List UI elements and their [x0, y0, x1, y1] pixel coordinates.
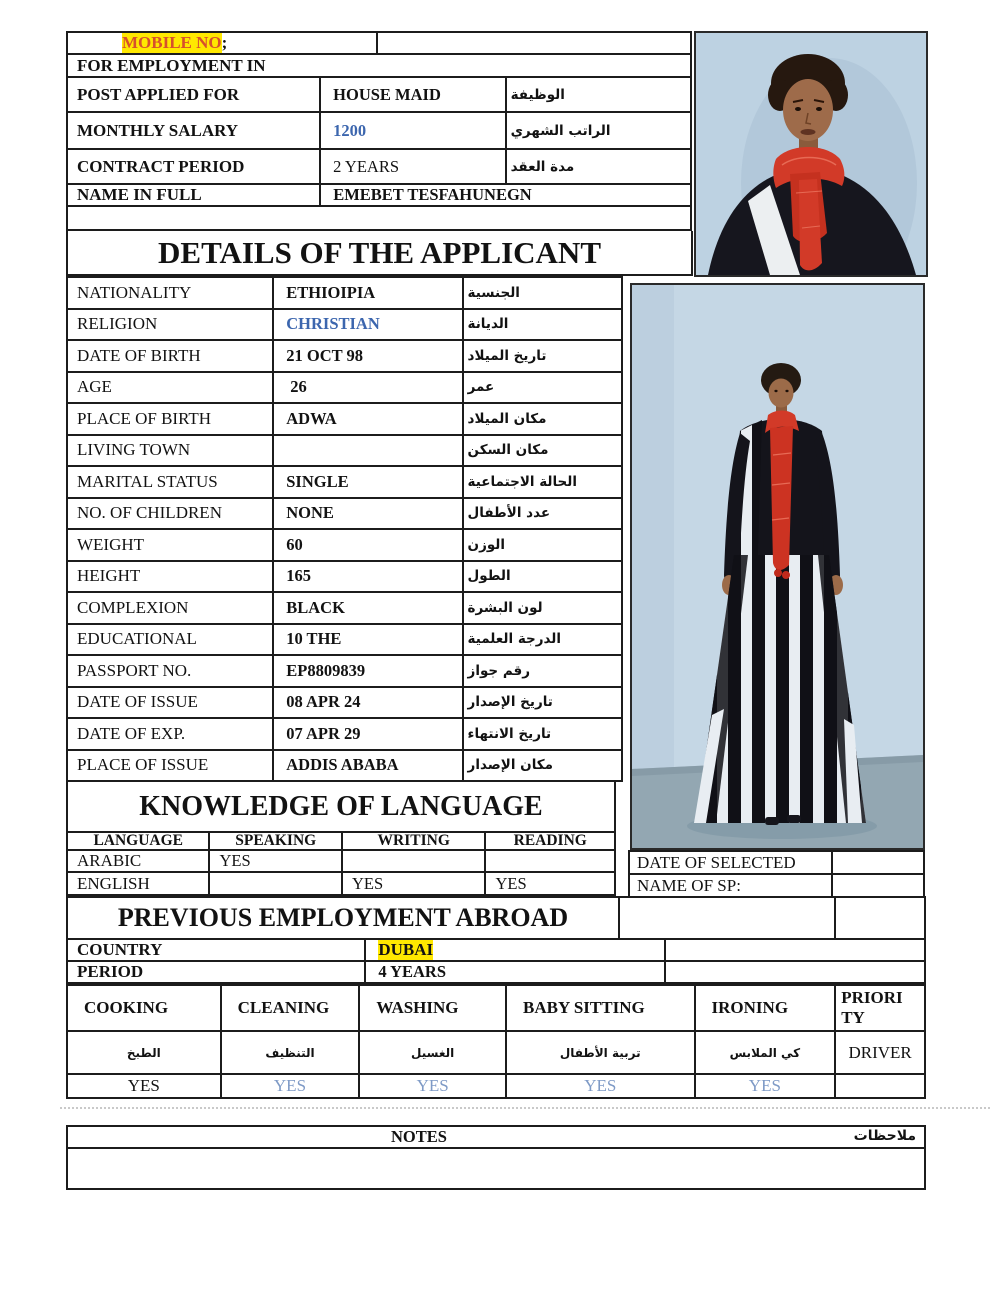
writing-col-header: WRITING — [343, 833, 486, 851]
passport-no-arabic: رقم جواز — [464, 656, 623, 688]
english-writing-value: YES — [343, 873, 486, 896]
date-of-birth-label: DATE OF BIRTH — [68, 341, 274, 373]
passport-no-label: PASSPORT NO. — [68, 656, 274, 688]
notes-arabic-label: ملاحظات — [853, 1128, 916, 1144]
table-row — [68, 436, 623, 468]
cooking-header: COOKING — [68, 986, 222, 1032]
period-extra-cell — [666, 962, 926, 984]
details-section-title: DETAILS OF THE APPLICANT — [66, 231, 693, 276]
table-row — [68, 341, 623, 373]
height-arabic: الطول — [464, 562, 623, 594]
washing-arabic: الغسيل — [360, 1032, 507, 1075]
date-of-birth-value: 21 OCT 98 — [274, 341, 463, 373]
language-table — [66, 833, 616, 896]
name-in-full-value: EMEBET TESFAHUNEGN — [321, 185, 692, 207]
fullbody-illustration — [632, 285, 923, 848]
cleaning-arabic: التنظيف — [222, 1032, 361, 1075]
contract-period-arabic: مدة العقد — [507, 150, 692, 185]
place-of-issue-value: ADDIS ABABA — [274, 751, 463, 783]
living-town-label: LIVING TOWN — [68, 436, 274, 468]
language-header-row — [68, 833, 616, 851]
cooking-arabic: الطبخ — [68, 1032, 222, 1075]
country-value-cell — [366, 940, 665, 962]
name-of-sp-label: NAME OF SP: — [630, 875, 833, 898]
mobile-no-suffix: ; — [221, 33, 228, 52]
age-value: 26 — [274, 373, 463, 405]
ironing-yes: YES — [696, 1075, 837, 1099]
children-value: NONE — [274, 499, 463, 531]
period-row — [68, 962, 926, 984]
date-of-issue-value: 08 APR 24 — [274, 688, 463, 720]
age-label: AGE — [68, 373, 274, 405]
table-row — [68, 719, 623, 751]
previous-employment-empty-cell-2 — [836, 896, 926, 940]
weight-arabic: الوزن — [464, 530, 623, 562]
educational-value: 10 THE — [274, 625, 463, 657]
notes-body-empty — [68, 1149, 924, 1190]
height-label: HEIGHT — [68, 562, 274, 594]
table-row — [68, 404, 623, 436]
monthly-salary-value: 1200 — [321, 113, 506, 150]
name-of-sp-value-cell — [833, 875, 925, 898]
empty-spacer-row — [66, 205, 692, 231]
living-town-value — [274, 436, 463, 468]
washing-yes: YES — [360, 1075, 507, 1099]
place-of-birth-label: PLACE OF BIRTH — [68, 404, 274, 436]
religion-value: CHRISTIAN — [274, 310, 463, 342]
baby-sitting-yes: YES — [507, 1075, 696, 1099]
religion-arabic: الديانة — [464, 310, 623, 342]
english-language-row — [68, 873, 616, 896]
driver-value: DRIVER — [836, 1032, 926, 1075]
weight-value: 60 — [274, 530, 463, 562]
name-of-sp-row — [630, 875, 925, 898]
arabic-language-row — [68, 851, 616, 873]
skills-yes-row — [68, 1075, 926, 1099]
priority-yes-empty — [836, 1075, 926, 1099]
cooking-yes: YES — [68, 1075, 222, 1099]
date-of-selected-value-cell — [833, 852, 925, 875]
arabic-reading-value — [486, 851, 616, 873]
complexion-value: BLACK — [274, 593, 463, 625]
ironing-header: IRONING — [696, 986, 837, 1032]
employment-header-table — [66, 31, 692, 207]
washing-header: WASHING — [360, 986, 507, 1032]
contract-period-value: 2 YEARS — [321, 150, 506, 185]
nationality-label: NATIONALITY — [68, 278, 274, 310]
place-of-issue-label: PLACE OF ISSUE — [68, 751, 274, 783]
height-value: 165 — [274, 562, 463, 594]
post-applied-label: POST APPLIED FOR — [68, 78, 321, 113]
mobile-no-label: MOBILE NO — [122, 33, 222, 52]
age-arabic: عمر — [464, 373, 623, 405]
post-applied-value: HOUSE MAID — [321, 78, 506, 113]
skills-header-row — [68, 986, 926, 1032]
cleaning-header: CLEANING — [222, 986, 361, 1032]
monthly-salary-label: MONTHLY SALARY — [68, 113, 321, 150]
contract-period-label: CONTRACT PERIOD — [68, 150, 321, 185]
country-period-table — [66, 940, 926, 984]
cleaning-yes: YES — [222, 1075, 361, 1099]
period-value: 4 YEARS — [366, 962, 665, 984]
mobile-no-cell — [68, 33, 378, 55]
country-value-highlight: DUBAI — [378, 940, 434, 959]
table-row — [68, 562, 623, 594]
table-row — [68, 373, 623, 405]
table-row — [68, 656, 623, 688]
applicant-fullbody-photo — [630, 283, 925, 850]
children-label: NO. OF CHILDREN — [68, 499, 274, 531]
place-of-birth-arabic: مكان الميلاد — [464, 404, 623, 436]
complexion-label: COMPLEXION — [68, 593, 274, 625]
date-of-selected-row — [630, 852, 925, 875]
date-of-issue-arabic: تاريخ الإصدار — [464, 688, 623, 720]
table-row — [68, 688, 623, 720]
arabic-speaking-value: YES — [210, 851, 343, 873]
date-of-birth-arabic: تاريخ الميلاد — [464, 341, 623, 373]
date-of-exp-value: 07 APR 29 — [274, 719, 463, 751]
table-row — [68, 625, 623, 657]
monthly-salary-arabic: الراتب الشهري — [507, 113, 692, 150]
marital-status-value: SINGLE — [274, 467, 463, 499]
table-row — [68, 751, 623, 783]
educational-arabic: الدرجة العلمية — [464, 625, 623, 657]
priority-header: PRIORITY — [836, 986, 926, 1032]
monthly-salary-row — [68, 113, 692, 150]
notes-label: NOTES — [390, 1127, 447, 1146]
period-label: PERIOD — [68, 962, 366, 984]
country-row — [68, 940, 926, 962]
language-col-header: LANGUAGE — [68, 833, 210, 851]
notes-box — [66, 1125, 926, 1190]
date-of-selected-label: DATE OF SELECTED — [630, 852, 833, 875]
selection-panel — [628, 850, 925, 898]
table-row — [68, 278, 623, 310]
skills-arabic-row — [68, 1032, 926, 1075]
nationality-value: ETHIOIPIA — [274, 278, 463, 310]
place-of-birth-value: ADWA — [274, 404, 463, 436]
country-extra-cell — [666, 940, 926, 962]
table-row — [68, 467, 623, 499]
place-of-issue-arabic: مكان الإصدار — [464, 751, 623, 783]
for-employment-label: FOR EMPLOYMENT IN — [68, 55, 692, 78]
children-arabic: عدد الأطفال — [464, 499, 623, 531]
passport-no-value: EP8809839 — [274, 656, 463, 688]
speaking-col-header: SPEAKING — [210, 833, 343, 851]
mobile-no-value-cell — [378, 33, 692, 55]
arabic-language-label: ARABIC — [68, 851, 210, 873]
applicant-headshot-photo — [694, 31, 928, 277]
post-applied-arabic: الوظيفة — [507, 78, 692, 113]
table-row — [68, 499, 623, 531]
contract-period-row — [68, 150, 692, 185]
skills-table — [66, 984, 926, 1099]
previous-employment-title: PREVIOUS EMPLOYMENT ABROAD — [66, 896, 620, 940]
english-language-label: ENGLISH — [68, 873, 210, 896]
scan-artifact-line — [60, 1107, 990, 1109]
table-row — [68, 310, 623, 342]
language-section-title: KNOWLEDGE OF LANGUAGE — [66, 780, 616, 833]
headshot-illustration — [696, 33, 926, 275]
ironing-arabic: كي الملابس — [696, 1032, 837, 1075]
for-employment-row — [68, 55, 692, 78]
marital-status-arabic: الحالة الاجتماعية — [464, 467, 623, 499]
marital-status-label: MARITAL STATUS — [68, 467, 274, 499]
post-applied-row — [68, 78, 692, 113]
weight-label: WEIGHT — [68, 530, 274, 562]
mobile-no-row — [68, 33, 692, 55]
english-speaking-value — [210, 873, 343, 896]
notes-header-row — [68, 1127, 924, 1149]
name-in-full-row — [68, 185, 692, 207]
arabic-writing-value — [343, 851, 486, 873]
country-label: COUNTRY — [68, 940, 366, 962]
date-of-issue-label: DATE OF ISSUE — [68, 688, 274, 720]
date-of-exp-arabic: تاريخ الانتهاء — [464, 719, 623, 751]
religion-label: RELIGION — [68, 310, 274, 342]
baby-sitting-header: BABY SITTING — [507, 986, 696, 1032]
complexion-arabic: لون البشرة — [464, 593, 623, 625]
date-of-exp-label: DATE OF EXP. — [68, 719, 274, 751]
educational-label: EDUCATIONAL — [68, 625, 274, 657]
name-in-full-label: NAME IN FULL — [68, 185, 321, 207]
living-town-arabic: مكان السكن — [464, 436, 623, 468]
previous-employment-empty-cell-1 — [620, 896, 836, 940]
table-row — [68, 530, 623, 562]
baby-sitting-arabic: تربية الأطفال — [507, 1032, 696, 1075]
reading-col-header: READING — [486, 833, 616, 851]
table-row — [68, 593, 623, 625]
english-reading-value: YES — [486, 873, 616, 896]
nationality-arabic: الجنسية — [464, 278, 623, 310]
applicant-details-table — [66, 276, 623, 782]
